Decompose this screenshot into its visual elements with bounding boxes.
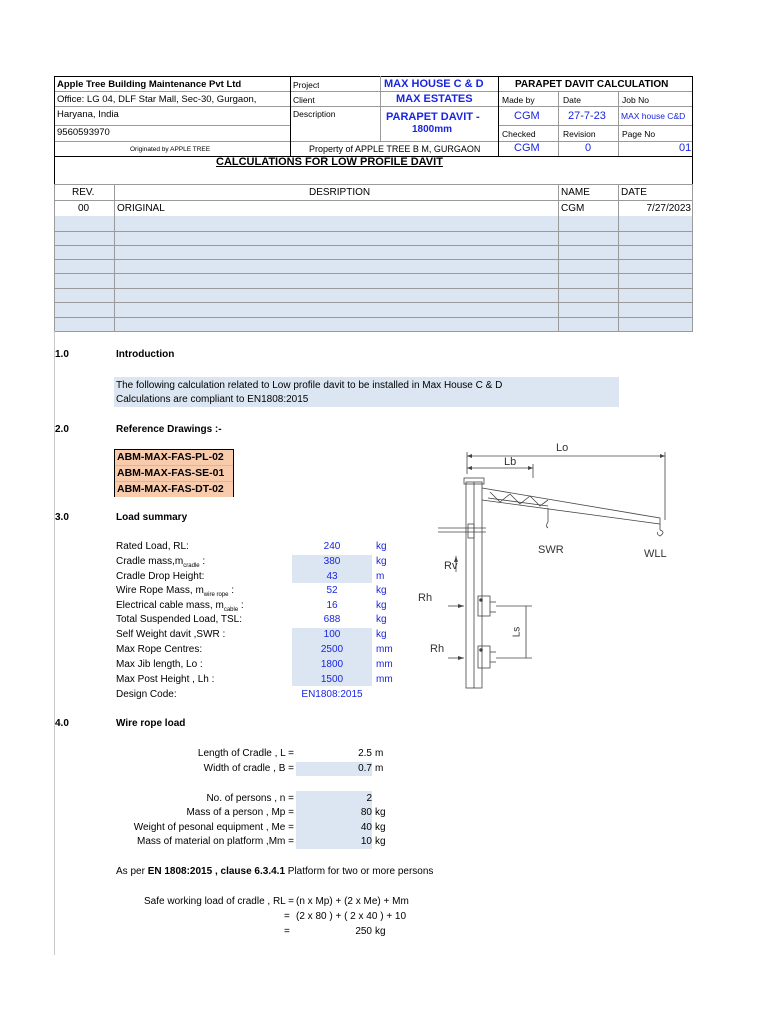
- wire-value-material: 10: [360, 836, 372, 847]
- description-label: Description: [293, 109, 336, 119]
- wire-label-width: Width of cradle , B =: [203, 763, 294, 774]
- section-2-title: Reference Drawings :-: [116, 424, 222, 435]
- load-unit-rated: kg: [376, 541, 387, 552]
- wire-unit-length: m: [375, 748, 384, 759]
- swl-result-prefix: =: [284, 926, 290, 937]
- load-value-self-weight: 100: [323, 629, 341, 640]
- made-by-value: CGM: [514, 110, 540, 122]
- clause-reference: As per EN 1808:2015 , clause 6.3.4.1 Platform for two or more persons: [116, 866, 434, 877]
- wire-label-material: Mass of material on platform ,Mm =: [137, 836, 294, 847]
- reference-drawing-list: [114, 449, 234, 497]
- page-no-value: 01: [679, 142, 692, 154]
- swl-label: Safe working load of cradle , RL =: [144, 896, 294, 907]
- section-3-title: Load summary: [116, 512, 188, 523]
- reference-drawing-2: ABM-MAX-FAS-SE-01: [115, 465, 233, 481]
- revision-value: 0: [585, 142, 592, 154]
- checked-value: CGM: [514, 142, 540, 154]
- made-by-label: Made by: [502, 95, 535, 105]
- load-value-wire-rope-mass: 52: [326, 585, 338, 596]
- swl-formula: (n x Mp) + (2 x Me) + Mm: [296, 896, 409, 907]
- name-header: NAME: [561, 187, 590, 198]
- load-unit-rope-centres: mm: [376, 644, 393, 655]
- load-label-tsl: Total Suspended Load, TSL:: [116, 614, 243, 625]
- section-4-number: 4.0: [55, 718, 69, 729]
- load-value-rope-centres: 2500: [320, 644, 344, 655]
- load-value-cable-mass: 16: [326, 600, 338, 611]
- load-unit-cable-mass: kg: [376, 600, 387, 611]
- wll-label: WLL: [644, 548, 667, 560]
- rev-header: REV.: [72, 187, 95, 198]
- swl-substituted: (2 x 80 ) + ( 2 x 40 ) + 10: [296, 911, 407, 922]
- reference-drawing-1: ABM-MAX-FAS-PL-02: [115, 450, 233, 465]
- office-phone: 9560593970: [57, 127, 110, 138]
- load-label-rope-centres: Max Rope Centres:: [116, 644, 203, 655]
- load-unit-cradle-mass: kg: [376, 556, 387, 567]
- load-label-design-code: Design Code:: [116, 689, 177, 700]
- load-value-cradle-mass: 380: [323, 556, 341, 567]
- load-unit-tsl: kg: [376, 614, 387, 625]
- section-2-number: 2.0: [55, 424, 69, 435]
- rh-lower-label: Rh: [430, 643, 445, 655]
- page-title: CALCULATIONS FOR LOW PROFILE DAVIT: [216, 156, 443, 168]
- reference-drawing-3: ABM-MAX-FAS-DT-02: [115, 481, 233, 497]
- wire-value-persons: 2: [366, 793, 372, 804]
- job-no-label: Job No: [622, 95, 649, 105]
- swr-label: SWR: [538, 544, 564, 556]
- davit-diagram: [408, 440, 676, 702]
- revision-row-description: ORIGINAL: [117, 203, 165, 214]
- load-unit-drop-height: m: [376, 571, 385, 582]
- description-value-1: PARAPET DAVIT -: [386, 111, 480, 123]
- load-value-design-code: EN1808:2015: [301, 689, 363, 700]
- load-label-rated: Rated Load, RL:: [116, 541, 189, 552]
- swl-result: 250: [355, 926, 372, 937]
- swl-substituted-prefix: =: [284, 911, 290, 922]
- company-name: Apple Tree Building Maintenance Pvt Ltd: [57, 79, 242, 90]
- ls-dim-label: Ls: [511, 626, 523, 638]
- wire-label-equipment: Weight of pesonal equipment , Me =: [133, 822, 294, 833]
- revision-row-date: 7/27/2023: [646, 203, 691, 214]
- wire-unit-equipment: kg: [375, 822, 386, 833]
- load-label-jib-length: Max Jib length, Lo :: [116, 659, 203, 670]
- load-label-cable-mass: Electrical cable mass, $m_{cable}$ :: [116, 600, 244, 613]
- date-label: Date: [563, 95, 581, 105]
- project-value: MAX HOUSE C & D: [384, 78, 484, 90]
- wire-value-person-mass: 80: [360, 807, 372, 818]
- load-label-self-weight: Self Weight davit ,SWR :: [116, 629, 226, 640]
- client-value: MAX ESTATES: [396, 93, 473, 105]
- load-label-drop-height: Cradle Drop Height:: [116, 571, 205, 582]
- load-value-post-height: 1500: [320, 674, 344, 685]
- wire-label-persons: No. of persons , n =: [206, 793, 294, 804]
- revision-row-name: CGM: [561, 203, 585, 214]
- doc-title: PARAPET DAVIT CALCULATION: [515, 79, 669, 90]
- dim-lb-label: Lb: [504, 456, 517, 468]
- load-value-rated: 240: [323, 541, 341, 552]
- wire-unit-width: m: [375, 763, 384, 774]
- load-unit-wire-rope-mass: kg: [376, 585, 387, 596]
- load-unit-jib-length: mm: [376, 659, 393, 670]
- dim-lo-label: Lo: [556, 442, 569, 454]
- load-label-cradle-mass: Cradle $mass,m_{cradle}$ :: [116, 556, 206, 569]
- load-value-tsl: 688: [323, 614, 341, 625]
- description-header: DESRIPTION: [309, 187, 371, 198]
- page-no-label: Page No: [622, 129, 656, 139]
- revision-label: Revision: [563, 129, 596, 139]
- section-3-number: 3.0: [55, 512, 69, 523]
- client-label: Client: [293, 95, 315, 105]
- load-label-post-height: Max Post Height , Lh :: [116, 674, 215, 685]
- swl-unit: kg: [375, 926, 386, 937]
- office-state: Haryana, India: [57, 109, 119, 120]
- project-label: Project: [293, 80, 320, 90]
- office-address: Office: LG 04, DLF Star Mall, Sec-30, Gurgaon,: [57, 94, 257, 105]
- wire-unit-material: kg: [375, 836, 386, 847]
- date-header: DATE: [621, 187, 647, 198]
- wire-value-width: 0.7: [358, 763, 372, 774]
- load-unit-self-weight: kg: [376, 629, 387, 640]
- wire-value-equipment: 40: [360, 822, 372, 833]
- wire-label-length: Length of Cradle , L =: [197, 748, 294, 759]
- section-1-title: Introduction: [116, 349, 175, 360]
- wire-unit-person-mass: kg: [375, 807, 386, 818]
- job-no-value: MAX house C&D: [621, 111, 686, 121]
- intro-line-1: The following calculation related to Low profile davit to be installed in Max House C & D: [116, 380, 503, 391]
- load-unit-post-height: mm: [376, 674, 393, 685]
- revision-row-rev: 00: [78, 203, 90, 214]
- rv-label: Rv: [444, 560, 458, 572]
- checked-label: Checked: [502, 129, 536, 139]
- load-value-drop-height: 43: [326, 571, 338, 582]
- property-note: Property of APPLE TREE B M, GURGAON: [309, 144, 481, 154]
- intro-line-2: Calculations are compliant to EN1808:2015: [116, 394, 309, 405]
- load-value-jib-length: 1800: [320, 659, 344, 670]
- section-4-title: Wire rope load: [116, 718, 186, 729]
- wire-value-length: 2.5: [358, 748, 372, 759]
- section-1-number: 1.0: [55, 349, 69, 360]
- load-label-wire-rope-mass: Wire Rope Mass, $m_{wire rope}$ :: [116, 585, 235, 598]
- wire-label-person-mass: Mass of a person , Mp =: [186, 807, 294, 818]
- originated-by: Originated by APPLE TREE: [130, 146, 211, 153]
- description-value-2: 1800mm: [412, 124, 453, 135]
- rh-upper-label: Rh: [418, 592, 433, 604]
- date-value: 27-7-23: [568, 110, 606, 122]
